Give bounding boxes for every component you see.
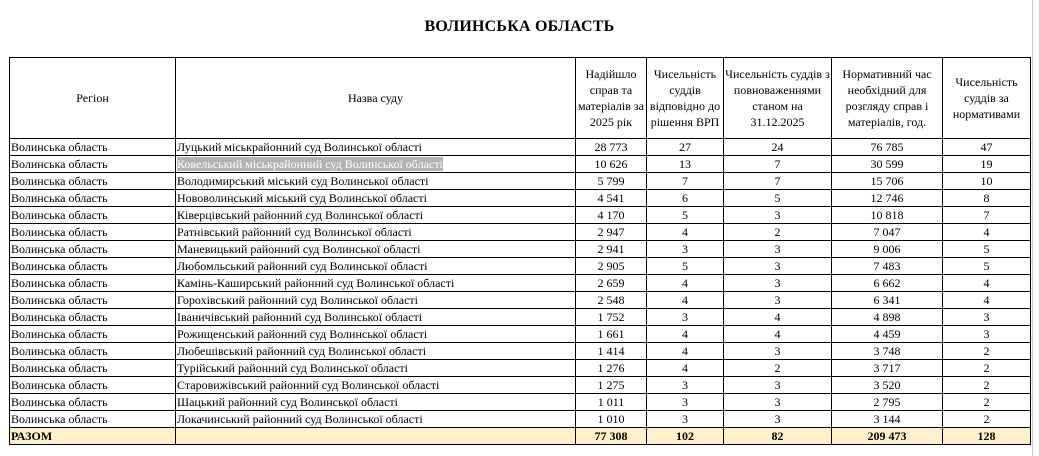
judges-hcj-cell: 27 xyxy=(647,139,724,156)
region-cell: Волинська область xyxy=(10,224,176,241)
judges-norm-cell: 3 xyxy=(943,309,1031,326)
judges-hcj-cell: 4 xyxy=(647,292,724,309)
norm-hours-cell: 3 144 xyxy=(832,411,943,428)
cases-cell: 2 905 xyxy=(576,258,647,275)
judges-norm-cell: 7 xyxy=(943,207,1031,224)
judges-norm-cell: 4 xyxy=(943,224,1031,241)
region-cell: Волинська область xyxy=(10,394,176,411)
col-header-judges-powers: Чисельність суддів з повноваженнями станом на 31.12.2025 xyxy=(724,58,832,139)
region-cell: Волинська область xyxy=(10,241,176,258)
table-row xyxy=(10,326,1031,343)
judges-norm-cell: 2 xyxy=(943,343,1031,360)
region-cell: Волинська область xyxy=(10,360,176,377)
court-name-cell: Горохівський районний суд Волинської області xyxy=(176,292,576,309)
table-row xyxy=(10,258,1031,275)
judges-hcj-cell: 13 xyxy=(647,156,724,173)
judges-hcj-cell: 4 xyxy=(647,343,724,360)
col-header-region: Регіон xyxy=(10,58,176,139)
judges-norm-cell: 4 xyxy=(943,292,1031,309)
judges-hcj-cell: 3 xyxy=(647,377,724,394)
judges-powers-cell: 3 xyxy=(724,377,832,394)
judges-norm-cell: 3 xyxy=(943,326,1031,343)
judges-hcj-cell: 4 xyxy=(647,275,724,292)
judges-norm-cell: 5 xyxy=(943,258,1031,275)
table-row xyxy=(10,190,1031,207)
norm-hours-cell: 6 341 xyxy=(832,292,943,309)
header-row xyxy=(10,58,1031,139)
judges-norm-cell: 8 xyxy=(943,190,1031,207)
cases-cell: 2 941 xyxy=(576,241,647,258)
table-row xyxy=(10,241,1031,258)
col-header-court-name: Назва суду xyxy=(176,58,576,139)
cases-cell: 4 541 xyxy=(576,190,647,207)
judges-hcj-cell: 4 xyxy=(647,360,724,377)
total-judges-powers: 82 xyxy=(724,428,832,445)
region-cell: Волинська область xyxy=(10,309,176,326)
region-cell: Волинська область xyxy=(10,207,176,224)
judges-powers-cell: 3 xyxy=(724,394,832,411)
norm-hours-cell: 3 748 xyxy=(832,343,943,360)
table-row xyxy=(10,377,1031,394)
court-name-cell: Іваничівський районний суд Волинської області xyxy=(176,309,576,326)
cases-cell: 2 659 xyxy=(576,275,647,292)
court-name-cell: Рожищенський районний суд Волинської області xyxy=(176,326,576,343)
norm-hours-cell: 10 818 xyxy=(832,207,943,224)
norm-hours-cell: 7 047 xyxy=(832,224,943,241)
region-cell: Волинська область xyxy=(10,156,176,173)
total-norm-hours: 209 473 xyxy=(832,428,943,445)
judges-norm-cell: 5 xyxy=(943,241,1031,258)
table-row xyxy=(10,207,1031,224)
court-name-cell: Луцький міськрайонний суд Волинської області xyxy=(176,139,576,156)
region-cell: Волинська область xyxy=(10,343,176,360)
judges-norm-cell: 10 xyxy=(943,173,1031,190)
judges-powers-cell: 5 xyxy=(724,190,832,207)
judges-hcj-cell: 4 xyxy=(647,224,724,241)
judges-powers-cell: 2 xyxy=(724,224,832,241)
norm-hours-cell: 3 520 xyxy=(832,377,943,394)
total-label: РАЗОМ xyxy=(10,428,176,445)
judges-norm-cell: 4 xyxy=(943,275,1031,292)
court-name-cell: Ківерцівський районний суд Волинської області xyxy=(176,207,576,224)
page-edge-line xyxy=(1032,0,1033,456)
cases-cell: 5 799 xyxy=(576,173,647,190)
cases-cell: 2 947 xyxy=(576,224,647,241)
judges-norm-cell: 2 xyxy=(943,394,1031,411)
courts-table xyxy=(9,57,1031,445)
judges-norm-cell: 2 xyxy=(943,411,1031,428)
court-name-cell: Любомльський районний суд Волинської області xyxy=(176,258,576,275)
judges-hcj-cell: 5 xyxy=(647,207,724,224)
cases-cell: 28 773 xyxy=(576,139,647,156)
norm-hours-cell: 3 717 xyxy=(832,360,943,377)
total-cases: 77 308 xyxy=(576,428,647,445)
court-name-cell: Камінь-Каширський районний суд Волинської області xyxy=(176,275,576,292)
norm-hours-cell: 9 006 xyxy=(832,241,943,258)
region-cell: Волинська область xyxy=(10,139,176,156)
table-row xyxy=(10,394,1031,411)
region-cell: Волинська область xyxy=(10,275,176,292)
judges-powers-cell: 3 xyxy=(724,292,832,309)
judges-norm-cell: 2 xyxy=(943,377,1031,394)
judges-powers-cell: 3 xyxy=(724,343,832,360)
judges-norm-cell: 19 xyxy=(943,156,1031,173)
cases-cell: 4 170 xyxy=(576,207,647,224)
table-row xyxy=(10,224,1031,241)
judges-powers-cell: 3 xyxy=(724,258,832,275)
court-name-cell: Любешівський районний суд Волинської області xyxy=(176,343,576,360)
table-row xyxy=(10,173,1031,190)
norm-hours-cell: 76 785 xyxy=(832,139,943,156)
norm-hours-cell: 15 706 xyxy=(832,173,943,190)
judges-hcj-cell: 3 xyxy=(647,241,724,258)
total-judges-norm: 128 xyxy=(943,428,1031,445)
judges-hcj-cell: 7 xyxy=(647,173,724,190)
cases-cell: 1 661 xyxy=(576,326,647,343)
selected-text[interactable]: Ковельський міськрайонний суд Волинської області xyxy=(177,157,443,171)
table-row xyxy=(10,309,1031,326)
court-name-cell: Маневицький районний суд Волинської області xyxy=(176,241,576,258)
col-header-norm-hours: Нормативний час необхідний для розгляду справ і матеріалів, год. xyxy=(832,58,943,139)
court-name-cell: Локачинський районний суд Волинської області xyxy=(176,411,576,428)
judges-hcj-cell: 5 xyxy=(647,258,724,275)
cases-cell: 2 548 xyxy=(576,292,647,309)
judges-powers-cell: 24 xyxy=(724,139,832,156)
judges-powers-cell: 4 xyxy=(724,326,832,343)
table-row xyxy=(10,411,1031,428)
judges-powers-cell: 7 xyxy=(724,156,832,173)
norm-hours-cell: 12 746 xyxy=(832,190,943,207)
region-cell: Волинська область xyxy=(10,173,176,190)
court-name-cell: Ратнівський районний суд Волинської області xyxy=(176,224,576,241)
judges-powers-cell: 7 xyxy=(724,173,832,190)
table-row xyxy=(10,292,1031,309)
norm-hours-cell: 4 459 xyxy=(832,326,943,343)
total-empty-cell xyxy=(176,428,576,445)
judges-powers-cell: 3 xyxy=(724,241,832,258)
norm-hours-cell: 7 483 xyxy=(832,258,943,275)
region-cell: Волинська область xyxy=(10,377,176,394)
norm-hours-cell: 4 898 xyxy=(832,309,943,326)
table-row xyxy=(10,139,1031,156)
judges-norm-cell: 47 xyxy=(943,139,1031,156)
table-row xyxy=(10,343,1031,360)
court-name-cell: Нововолинський міський суд Волинської області xyxy=(176,190,576,207)
court-name-cell: Володимирський міський суд Волинської області xyxy=(176,173,576,190)
region-cell: Волинська область xyxy=(10,411,176,428)
judges-hcj-cell: 4 xyxy=(647,326,724,343)
cases-cell: 1 010 xyxy=(576,411,647,428)
region-cell: Волинська область xyxy=(10,190,176,207)
judges-hcj-cell: 3 xyxy=(647,394,724,411)
judges-powers-cell: 3 xyxy=(724,207,832,224)
judges-hcj-cell: 3 xyxy=(647,411,724,428)
judges-powers-cell: 3 xyxy=(724,275,832,292)
region-cell: Волинська область xyxy=(10,292,176,309)
cases-cell: 10 626 xyxy=(576,156,647,173)
court-name-cell: Старовижівський районний суд Волинської області xyxy=(176,377,576,394)
cases-cell: 1 275 xyxy=(576,377,647,394)
table-row xyxy=(10,360,1031,377)
total-judges-hcj: 102 xyxy=(647,428,724,445)
court-name-cell: Шацький районний суд Волинської області xyxy=(176,394,576,411)
cases-cell: 1 752 xyxy=(576,309,647,326)
region-cell: Волинська область xyxy=(10,326,176,343)
norm-hours-cell: 2 795 xyxy=(832,394,943,411)
table-row xyxy=(10,156,1031,173)
region-cell: Волинська область xyxy=(10,258,176,275)
cases-cell: 1 414 xyxy=(576,343,647,360)
page-title: ВОЛИНСЬКА ОБЛАСТЬ xyxy=(424,18,615,35)
judges-powers-cell: 2 xyxy=(724,360,832,377)
norm-hours-cell: 6 662 xyxy=(832,275,943,292)
judges-hcj-cell: 3 xyxy=(647,309,724,326)
col-header-cases: Надійшло справ та матеріалів за 2025 рік xyxy=(576,58,647,139)
cases-cell: 1 011 xyxy=(576,394,647,411)
norm-hours-cell: 30 599 xyxy=(832,156,943,173)
col-header-judges-norm: Чисельність суддів за нормативами xyxy=(943,58,1031,139)
judges-powers-cell: 3 xyxy=(724,411,832,428)
judges-hcj-cell: 6 xyxy=(647,190,724,207)
court-name-cell xyxy=(176,156,576,173)
total-row xyxy=(10,428,1031,445)
judges-norm-cell: 2 xyxy=(943,360,1031,377)
col-header-judges-hcj: Чисельність суддів відповідно до рішення ВРП xyxy=(647,58,724,139)
table-row xyxy=(10,275,1031,292)
court-name-cell: Турійський районний суд Волинської області xyxy=(176,360,576,377)
cases-cell: 1 276 xyxy=(576,360,647,377)
judges-powers-cell: 4 xyxy=(724,309,832,326)
